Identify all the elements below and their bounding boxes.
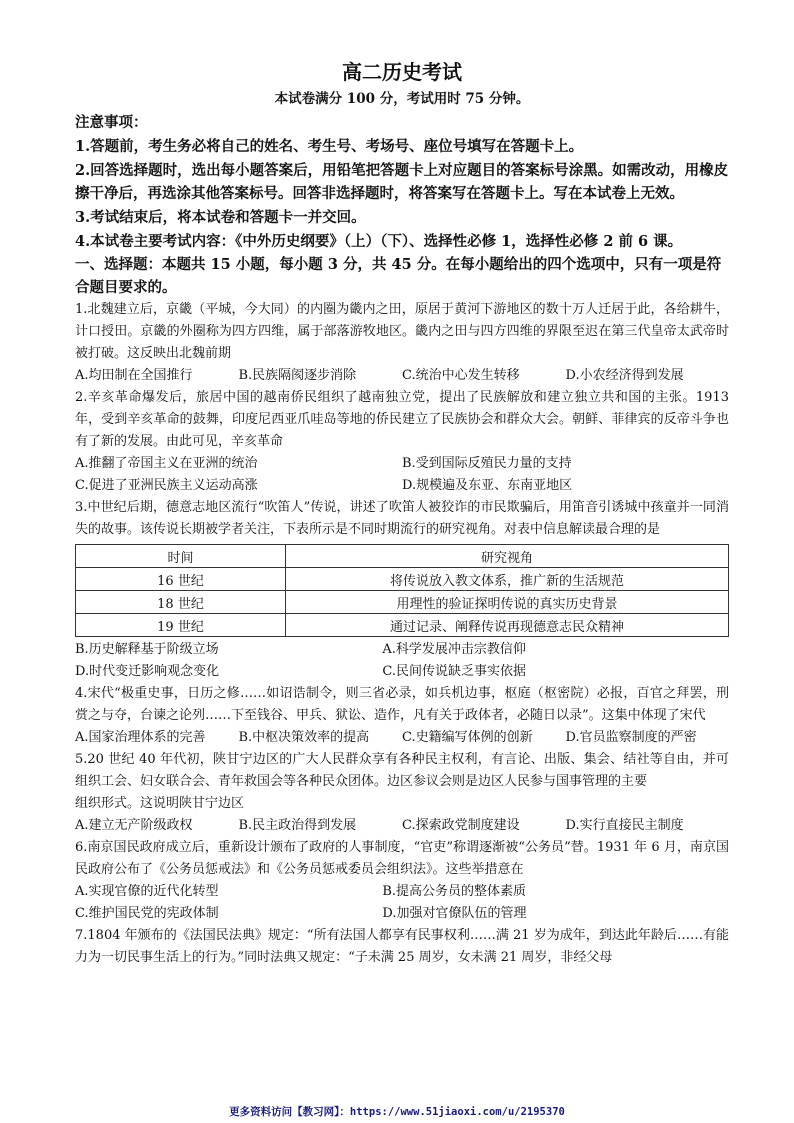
question-stem: 7.1804 年颁布的《法国民法典》规定：“所有法国人都享有民事权利……满 21 岁为成年，到达此年龄后……有能力为一切民事生活上的行为。”同时法典又规定：“子未满 25 周岁，女未满 21 周岁，非经父母 — [75, 928, 729, 965]
option: C.探索政党制度建设 — [402, 818, 520, 833]
notes-section — [75, 111, 729, 253]
question-stem: 5.20 世纪 40 年代初，陕甘宁边区的广大人民群众享有各种民主权利，有言论、出版、集会、结社等自由，并可组织工会、妇女联合会、青年救国会等各种民众团体。边区参议会则是边区人民参与国事管理的主要 — [75, 752, 729, 789]
option: B.民族隔阂逐步消除 — [238, 368, 357, 383]
option: C.史籍编写体例的创新 — [402, 730, 533, 745]
question-stem: 6.南京国民政府成立后，重新设计颁布了政府的人事制度，“官吏”称谓逐渐被“公务员”替。1931 年 6 月，南京国民政府公布了《公务员惩戒法》和《公务员惩戒委员会组织法》。这些举措意在 — [75, 840, 729, 877]
option: C.统治中心发生转移 — [402, 368, 520, 383]
table-row — [76, 591, 729, 614]
exam-page — [75, 58, 729, 969]
note-item: 1.答题前，考生务必将自己的姓名、考生号、考场号、座位号填写在答题卡上。 — [75, 138, 584, 155]
option: D.加强对官僚队伍的管理 — [382, 906, 527, 921]
question-1 — [75, 299, 729, 387]
option: D.实行直接民主制度 — [565, 818, 684, 833]
table-cell: 16 世纪 — [76, 568, 286, 591]
table-cell: 18 世纪 — [76, 591, 286, 614]
note-item: 3.考试结束后，将本试卷和答题卡一并交回。 — [75, 209, 366, 226]
question-2 — [75, 387, 729, 497]
notes-heading: 注意事项： — [75, 114, 148, 131]
table-header: 时间 — [76, 545, 286, 568]
option: D.小农经济得到发展 — [565, 368, 684, 383]
question-stem: 4.宋代“极重史事，日历之修……如诏诰制令，则三省必录，如兵机边事，枢庭（枢密院）必报，百官之拜罢，刑赏之与夺，台谏之论列……下至钱谷、甲兵、狱讼、造作，凡有关于政体者，必随日以录”。这集中体现了宋代 — [75, 686, 729, 723]
option: C.促进了亚洲民族主义运动高涨 — [75, 478, 258, 493]
option: C.民间传说缺乏事实依据 — [382, 664, 526, 679]
options-row — [75, 881, 729, 903]
option: D.时代变迁影响观念变化 — [75, 664, 220, 679]
research-table — [75, 544, 729, 637]
question-4 — [75, 683, 729, 749]
question-stem: 2.辛亥革命爆发后，旅居中国的越南侨民组织了越南独立党，提出了民族解放和建立独立共和国的主张。1913 年，受到辛亥革命的鼓舞，印度尼西亚爪哇岛等地的侨民建立了民族协会和群众大会。朝鲜、菲律宾的反帝斗争也有了新的发展。由此可见，辛亥革命 — [75, 390, 729, 449]
table-header-row — [76, 545, 729, 568]
option: B.历史解释基于阶级立场 — [75, 642, 219, 657]
table-cell: 用理性的验证探明传说的真实历史背景 — [286, 591, 729, 614]
question-3 — [75, 497, 729, 683]
option: A.国家治理体系的完善 — [75, 730, 206, 745]
table-cell: 将传说放入教文体系，推广新的生活规范 — [286, 568, 729, 591]
option: C.维护国民党的宪政体制 — [75, 906, 219, 921]
options-row — [75, 727, 729, 749]
options-row — [75, 903, 729, 925]
options-row — [75, 453, 729, 475]
section-heading: 一、选择题：本题共 15 小题，每小题 3 分，共 45 分。在每小题给出的四个选项中，只有一项是符合题目要求的。 — [75, 256, 722, 296]
question-7 — [75, 925, 729, 969]
option: A.均田制在全国推行 — [75, 368, 193, 383]
table-row — [76, 614, 729, 637]
question-stem-continued: 组织形式。这说明陕甘宁边区 — [75, 796, 245, 811]
option: B.中枢决策效率的提高 — [238, 730, 370, 745]
option: B.受到国际反殖民力量的支持 — [402, 456, 572, 471]
options-row — [75, 639, 729, 661]
option: D.规模遍及东亚、东南亚地区 — [402, 478, 573, 493]
options-row — [75, 815, 729, 837]
question-6 — [75, 837, 729, 925]
question-stem: 3.中世纪后期，德意志地区流行“吹笛人”传说，讲述了吹笛人被狡诈的市民欺骗后，用笛音引诱城中孩童并一同消失的故事。该传说长期被学者关注，下表所示是不同时期流行的研究视角。对表中信息解读最合理的是 — [75, 500, 729, 537]
option: A.实现官僚的近代化转型 — [75, 884, 219, 899]
option: A.建立无产阶级政权 — [75, 818, 193, 833]
options-row — [75, 475, 729, 497]
option: B.提高公务员的整体素质 — [382, 884, 527, 899]
option: B.民主政治得到发展 — [238, 818, 357, 833]
question-stem: 1.北魏建立后，京畿（平城，今大同）的内圈为畿内之田，原居于黄河下游地区的数十万人迁居于此，各给耕牛，计口授田。京畿的外圈称为四方四维，属于部落游牧地区。畿内之田与四方四维的界限至迟在第三代皇帝太武帝时被打破。这反映出北魏前期 — [75, 302, 729, 361]
note-item: 4.本试卷主要考试内容：《中外历史纲要》（上）（下）、选择性必修 1，选择性必修 2 前 6 课。 — [75, 233, 683, 250]
table-cell: 19 世纪 — [76, 614, 286, 637]
table-header: 研究视角 — [286, 545, 729, 568]
note-item: 2.回答选择题时，选出每小题答案后，用铅笔把答题卡上对应题目的答案标号涂黑。如需改动，用橡皮擦干净后，再选涂其他答案标号。回答非选择题时，将答案写在答题卡上。写在本试卷上无效。 — [75, 162, 729, 202]
table-row — [76, 568, 729, 591]
question-5 — [75, 749, 729, 837]
table-cell: 通过记录、阐释传说再现德意志民众精神 — [286, 614, 729, 637]
option: A.推翻了帝国主义在亚洲的统治 — [75, 456, 258, 471]
option: A.科学发展冲击宗教信仰 — [382, 642, 526, 657]
footer-link[interactable]: 更多资料访问【教习网】：https://www.51jiaoxi.com/u/2195370 — [229, 1106, 565, 1118]
options-row — [75, 661, 729, 683]
exam-subtitle: 本试卷满分 100 分，考试用时 75 分钟。 — [274, 91, 530, 107]
options-row — [75, 365, 729, 387]
exam-title: 高二历史考试 — [342, 60, 462, 84]
option: D.官员监察制度的严密 — [565, 730, 697, 745]
